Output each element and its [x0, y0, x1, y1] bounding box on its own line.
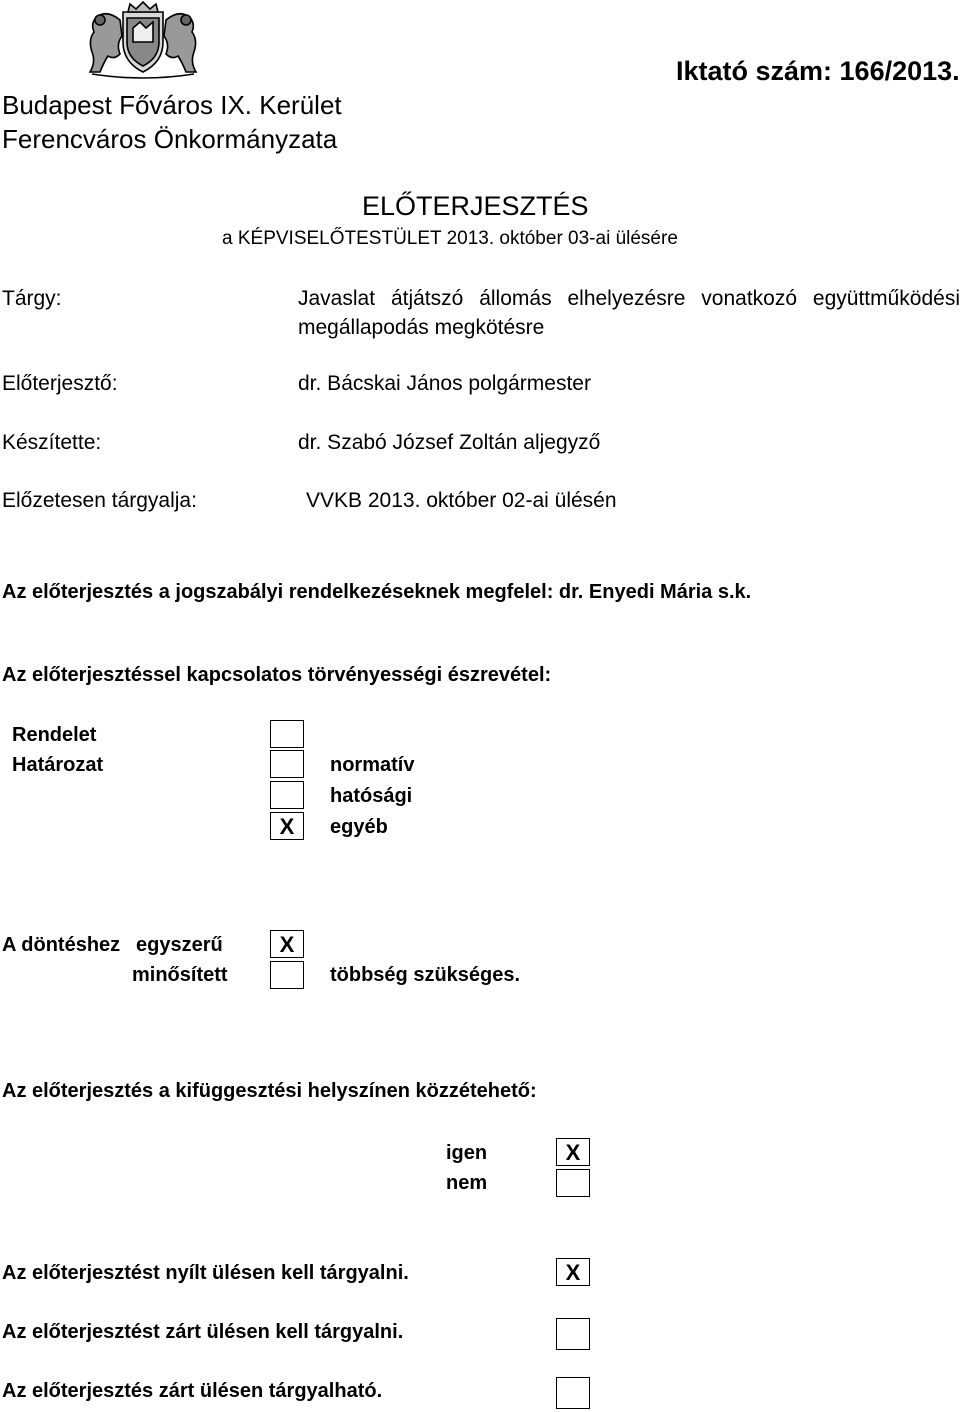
hatosagi-label: hatósági — [330, 785, 413, 807]
publication-question: Az előterjesztés a kifüggesztési helyszínen közzétehető: — [2, 1080, 537, 1102]
coat-of-arms-icon — [78, 0, 208, 80]
subject-value-line1: Javaslat átjátszó állomás elhelyezésre vonatkozó együttműködési — [298, 287, 960, 310]
document-subtitle: a KÉPVISELŐTESTÜLET 2013. október 03-ai ülésére — [222, 228, 678, 249]
publication-igen-checkbox[interactable]: X — [556, 1138, 590, 1166]
minositett-checkbox[interactable] — [270, 961, 304, 989]
session-closed-required-label: Az előterjesztést zárt ülésen kell tárgyalni. — [2, 1321, 404, 1343]
hatosagi-checkbox[interactable] — [270, 781, 304, 809]
egyeb-checkbox[interactable]: X — [270, 812, 304, 840]
organization-name-line1: Budapest Főváros IX. Kerület — [2, 90, 342, 120]
publication-igen-label: igen — [446, 1142, 488, 1164]
egyeb-label: egyéb — [330, 816, 388, 838]
session-closed-allowed-checkbox[interactable] — [556, 1377, 590, 1409]
presenter-value: dr. Bácskai János polgármester — [298, 372, 591, 395]
document-title: ELŐTERJESZTÉS — [362, 191, 589, 221]
majority-minositett-label: minősített — [132, 964, 228, 986]
normativ-checkbox[interactable] — [270, 750, 304, 778]
preliminary-discussion-label: Előzetesen tárgyalja: — [2, 489, 197, 512]
subject-label: Tárgy: — [2, 287, 62, 310]
registration-number: Iktató szám: 166/2013. — [676, 56, 960, 86]
presenter-label: Előterjesztő: — [2, 372, 118, 395]
organization-name-line2: Ferencváros Önkormányzata — [2, 124, 338, 154]
publication-nem-label: nem — [446, 1172, 488, 1194]
type-hatarozat-label: Határozat — [12, 754, 104, 776]
majority-suffix: többség szükséges. — [330, 964, 521, 986]
session-closed-allowed-label: Az előterjesztés zárt ülésen tárgyalható. — [2, 1380, 383, 1402]
preliminary-discussion-value: VVKB 2013. október 02-ai ülésén — [306, 489, 617, 512]
session-open-label: Az előterjesztést nyílt ülésen kell tárgyalni. — [2, 1262, 409, 1284]
subject-value-line2: megállapodás megkötésre — [298, 316, 545, 339]
majority-egyszeru-label: egyszerű — [136, 934, 223, 956]
prepared-by-label: Készítette: — [2, 431, 102, 454]
majority-prefix: A döntéshez — [2, 934, 121, 956]
legal-compliance-statement: Az előterjesztés a jogszabályi rendelkezéseknek megfelel: dr. Enyedi Mária s.k. — [2, 581, 752, 603]
rendelet-checkbox[interactable] — [270, 720, 304, 748]
prepared-by-value: dr. Szabó József Zoltán aljegyző — [298, 431, 601, 454]
session-closed-required-checkbox[interactable] — [556, 1318, 590, 1350]
normativ-label: normatív — [330, 754, 415, 776]
egyszeru-checkbox[interactable]: X — [270, 930, 304, 958]
session-open-checkbox[interactable]: X — [556, 1258, 590, 1286]
legality-remark-heading: Az előterjesztéssel kapcsolatos törvényességi észrevétel: — [2, 664, 552, 686]
publication-nem-checkbox[interactable] — [556, 1169, 590, 1197]
type-rendelet-label: Rendelet — [12, 724, 97, 746]
